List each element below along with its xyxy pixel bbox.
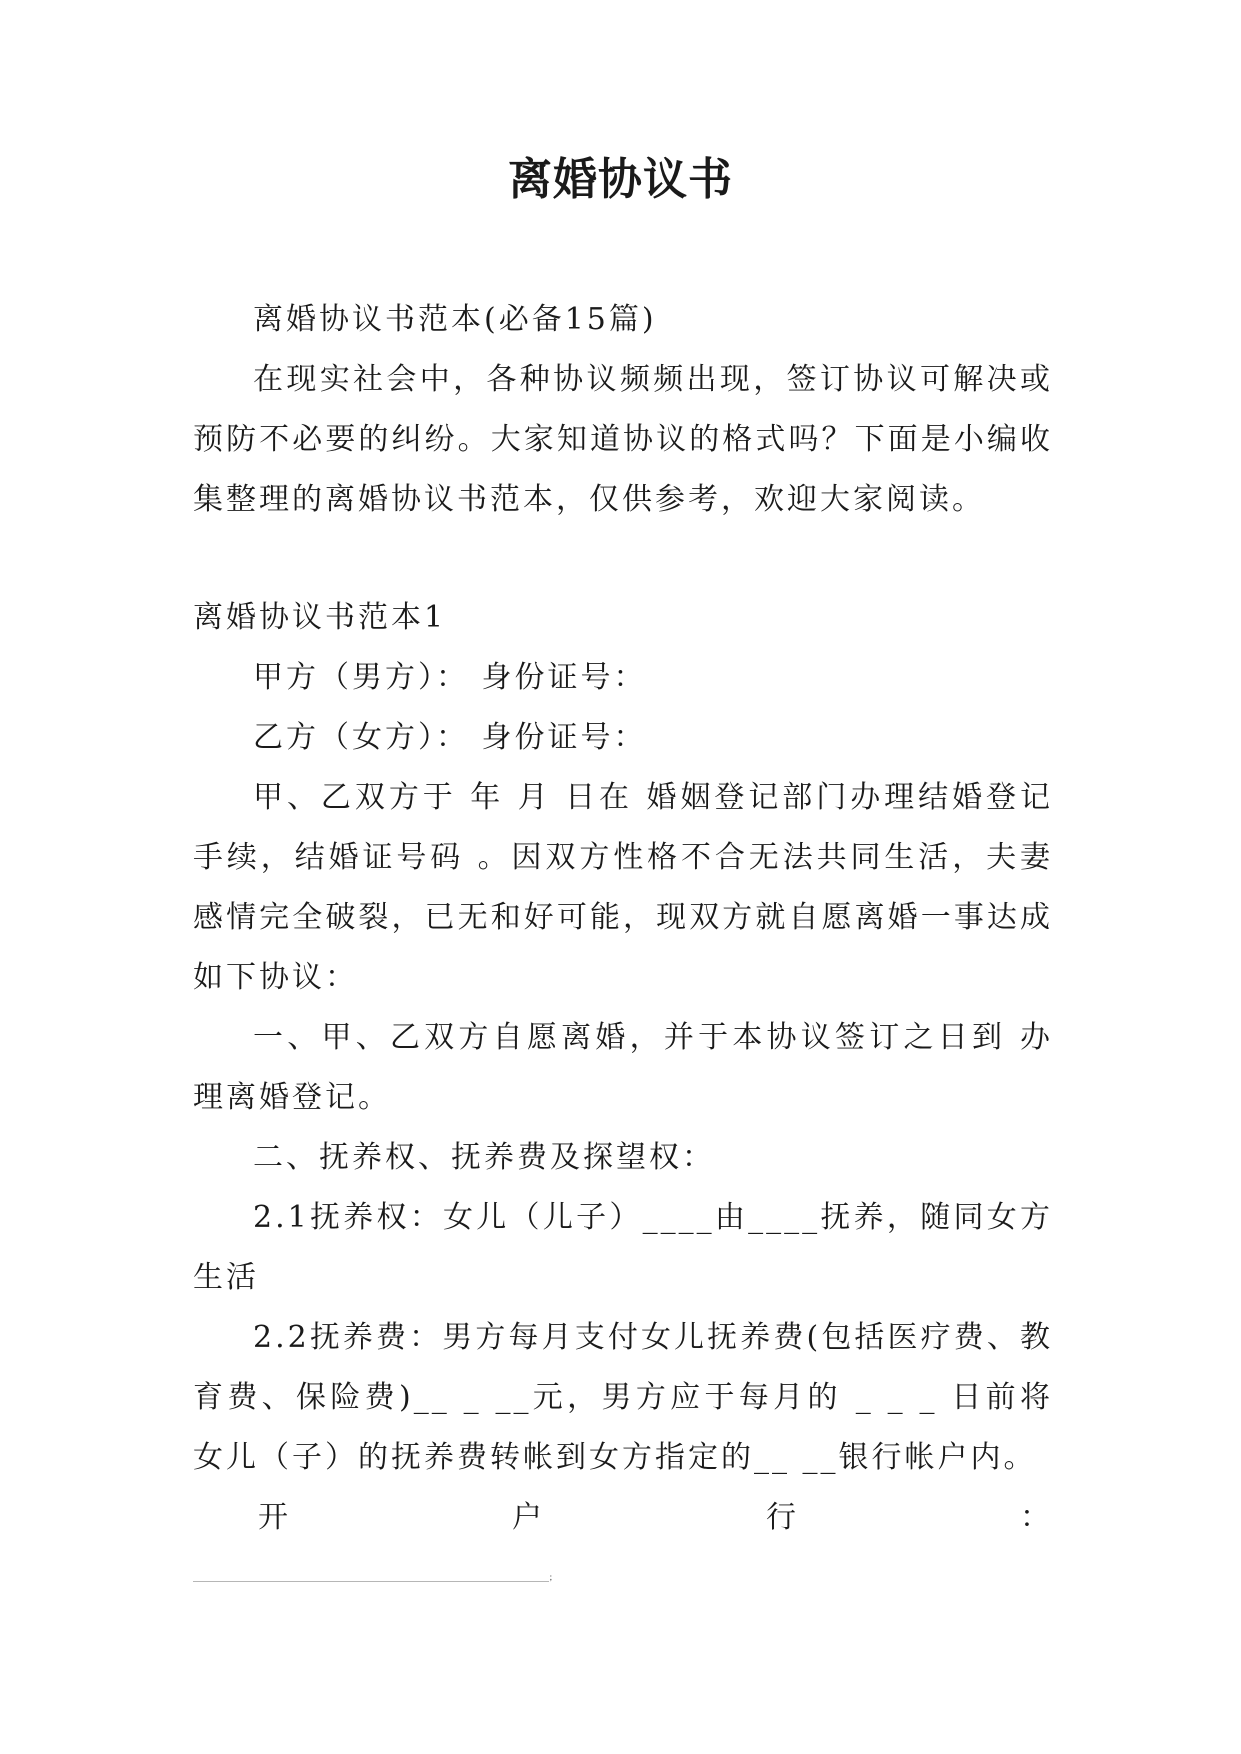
bank-char: 户: [512, 1500, 545, 1535]
section-heading: 离婚协议书范本1: [193, 600, 447, 635]
custody-clause: 2.1抚养权：女儿（儿子）____由____抚养，随同女方生活: [193, 1200, 1053, 1295]
document-title: 离婚协议书: [508, 154, 733, 205]
spacer: [193, 530, 1053, 588]
clause-two-heading: 二、抚养权、抚养费及探望权：: [253, 1140, 715, 1175]
party-b-line: 乙方（女方）： 身份证号：: [253, 720, 647, 755]
party-a-line: 甲方（男方）： 身份证号：: [253, 660, 647, 695]
marriage-paragraph: 甲、乙双方于 年 月 日在 婚姻登记部门办理结婚登记手续，结婚证号码 。因双方性格不合无法共同生活，夫妻感情完全破裂，已无和好可能，现双方就自愿离婚一事达成如下协议：: [193, 780, 1053, 995]
support-fee-clause: 2.2抚养费：男方每月支付女儿抚养费(包括医疗费、教育费、保险费)__ _ __元，男方应于每月的 _ _ _ 日前将女儿（子）的抚养费转帐到女方指定的__ __银行帐户内。: [193, 1320, 1053, 1475]
bank-char: ：: [1020, 1500, 1053, 1535]
bank-char: 行: [766, 1500, 799, 1535]
document-body: [193, 290, 1053, 1608]
bank-label-line: [193, 1488, 1053, 1548]
clause-one: 一、甲、乙双方自愿离婚，并于本协议签订之日到 办理离婚登记。: [193, 1020, 1053, 1115]
bank-char: 开: [258, 1500, 291, 1535]
intro-paragraph: 在现实社会中，各种协议频频出现，签订协议可解决或预防不必要的纠纷。大家知道协议的格式吗？下面是小编收集整理的离婚协议书范本，仅供参考，欢迎大家阅读。: [193, 362, 1053, 517]
subtitle-paragraph: 离婚协议书范本(必备15篇): [253, 302, 657, 337]
bank-fill-line: _________________________________________________________________________________________；: [193, 1573, 557, 1582]
